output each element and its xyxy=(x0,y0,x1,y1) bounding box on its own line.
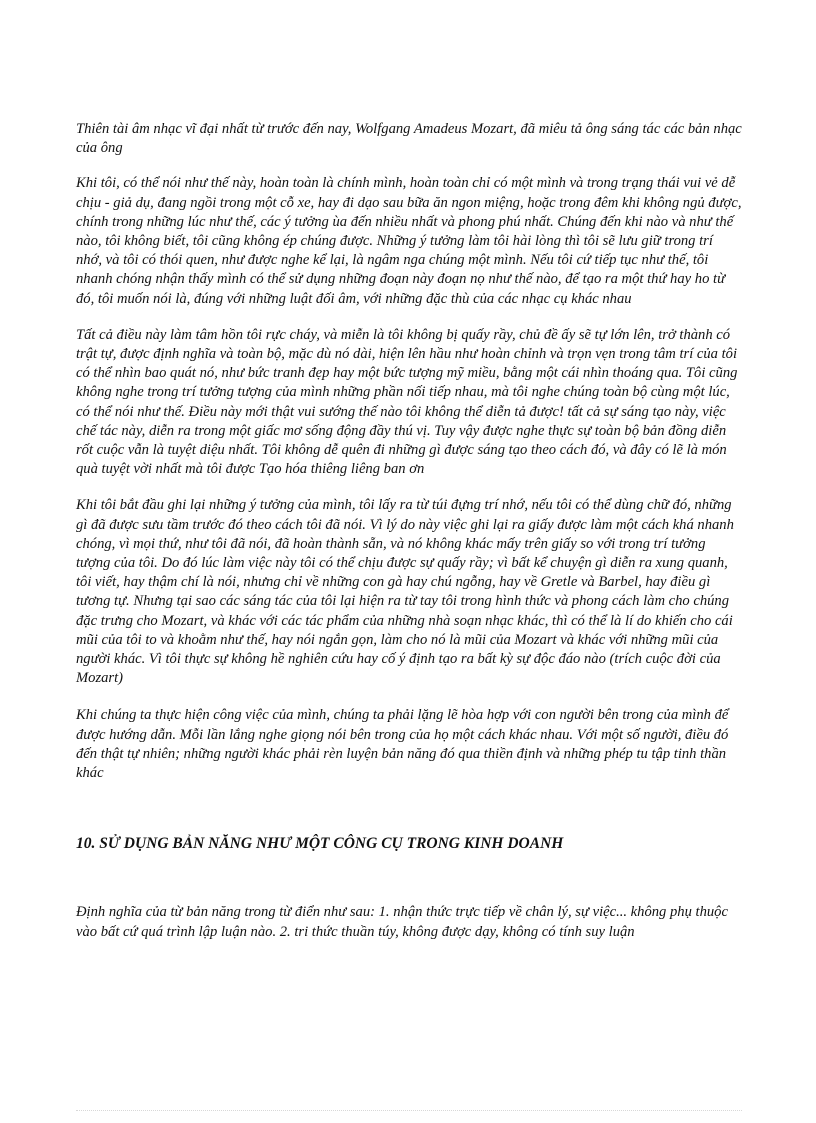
page-bottom-divider xyxy=(76,1110,742,1111)
paragraph-inner-guidance: Khi chúng ta thực hiện công việc của mình, chúng ta phải lặng lẽ hòa hợp với con người bên trong của mình để được hướng dẫn. Mỗi lần lắng nghe giọng nói bên trong của họ một cách khác nhau. Với một số người, điều đó đến thật tự nhiên; những người khác phải rèn luyện bản năng đó qua thiền định và những phép tu tập tinh thần khác xyxy=(76,707,729,782)
paragraph-mozart-quote-2: Tất cả điều này làm tâm hồn tôi rực cháy, và miễn là tôi không bị quấy rầy, chủ đề ấy sẽ tự lớn lên, trở thành có trật tự, được định nghĩa và toàn bộ, mặc dù nó dài, hiện lên hầu như hoàn chỉnh và trọn vẹn trong tâm trí của tôi có thể nhìn bao quát nó, như bức tranh đẹp hay một bức tượng mỹ miều, bằng một cái nhìn thoáng qua. Tôi cũng không nghe trong trí tưởng tượng của mình những phần nối tiếp nhau, mà tôi nghe chúng toàn bộ cùng một lúc, có thể nói như thế. Điều này mới thật vui sướng thế nào tôi không thể diễn tả được! tất cả sự sáng tạo này, việc chế tác này, diễn ra trong một giấc mơ sống động đầy thú vị. Tuy vậy được nghe thực sự toàn bộ bản đồng diễn rốt cuộc vẫn là tuyệt diệu nhất. Tôi không dễ quên đi những gì được sáng tạo theo cách đó, và đây có lẽ là món quà tuyệt vời nhất mà tôi được Tạo hóa thiêng liêng ban ơn xyxy=(76,326,738,478)
section-heading: 10. SỬ DỤNG BẢN NĂNG NHƯ MỘT CÔNG CỤ TRONG KINH DOANH xyxy=(76,835,564,853)
paragraph-intro: Thiên tài âm nhạc vĩ đại nhất từ trước đến nay, Wolfgang Amadeus Mozart, đã miêu tả ông sáng tác các bản nhạc của ông xyxy=(76,121,742,157)
document-body xyxy=(76,120,742,942)
paragraph-definition: Định nghĩa của từ bản năng trong từ điển như sau: 1. nhận thức trực tiếp về chân lý, sự việc... không phụ thuộc vào bất cứ quá trình lập luận nào. 2. tri thức thuần túy, không được dạy, không có tính suy luận xyxy=(76,904,728,940)
paragraph-mozart-quote-1: Khi tôi, có thể nói như thế này, hoàn toàn là chính mình, hoàn toàn chỉ có một mình và trong trạng thái vui vẻ dễ chịu - giả dụ, đang ngồi trong một cỗ xe, hay đi dạo sau bữa ăn ngon miệng, hoặc trong đêm khi không ngủ được, chính trong những lúc như thế, các ý tưởng ùa đến nhiều nhất và phong phú nhất. Chúng đến khi nào và như thế nào, tôi không biết, tôi cũng không ép chúng được. Những ý tưởng làm tôi hài lòng thì tôi sẽ lưu giữ trong trí nhớ, và tôi có thói quen, như được nghe kể lại, là ngâm nga chúng một mình. Nếu tôi cứ tiếp tục như thế, tôi nhanh chóng nhận thấy mình có thể sử dụng những đoạn này đoạn nọ như thế nào, để tạo ra một thứ hay ho từ đó, tôi muốn nói là, đúng với những luật đối âm, với những đặc thù của các nhạc cụ khác nhau xyxy=(76,175,742,307)
paragraph-mozart-quote-3: Khi tôi bắt đầu ghi lại những ý tưởng của mình, tôi lấy ra từ túi đựng trí nhớ, nếu tôi có thể dùng chữ đó, những gì đã được sưu tầm trước đó theo cách tôi đã nói. Vì lý do này việc ghi lại ra giấy được làm một cách khá nhanh chóng, vì mọi thứ, như tôi đã nói, đã hoàn thành sẵn, và nó không khác mấy trên giấy so với trong trí tưởng tượng của tôi. Do đó lúc làm việc này tôi có thể chịu được sự quấy rầy; vì bất kể chuyện gì diễn ra xung quanh, tôi viết, hay thậm chí là nói, nhưng chỉ về những con gà hay chú ngỗng, hay về Gretle và Barbel, hay điều gì tương tự. Nhưng tại sao các sáng tác của tôi lại hiện ra từ tay tôi trong hình thức và phong cách làm cho chúng đặc trưng cho Mozart, và khác với các tác phẩm của những nhà soạn nhạc khác, thì có thể là lí do khiến cho cái mũi của tôi to và khoằm như thế, hay nói ngắn gọn, làm cho nó là mũi của Mozart và khác với những mũi của người khác. Vì tôi thực sự không hề nghiên cứu hay cố ý định tạo ra bất kỳ sự độc đáo nào (trích cuộc đời của Mozart) xyxy=(76,497,734,687)
